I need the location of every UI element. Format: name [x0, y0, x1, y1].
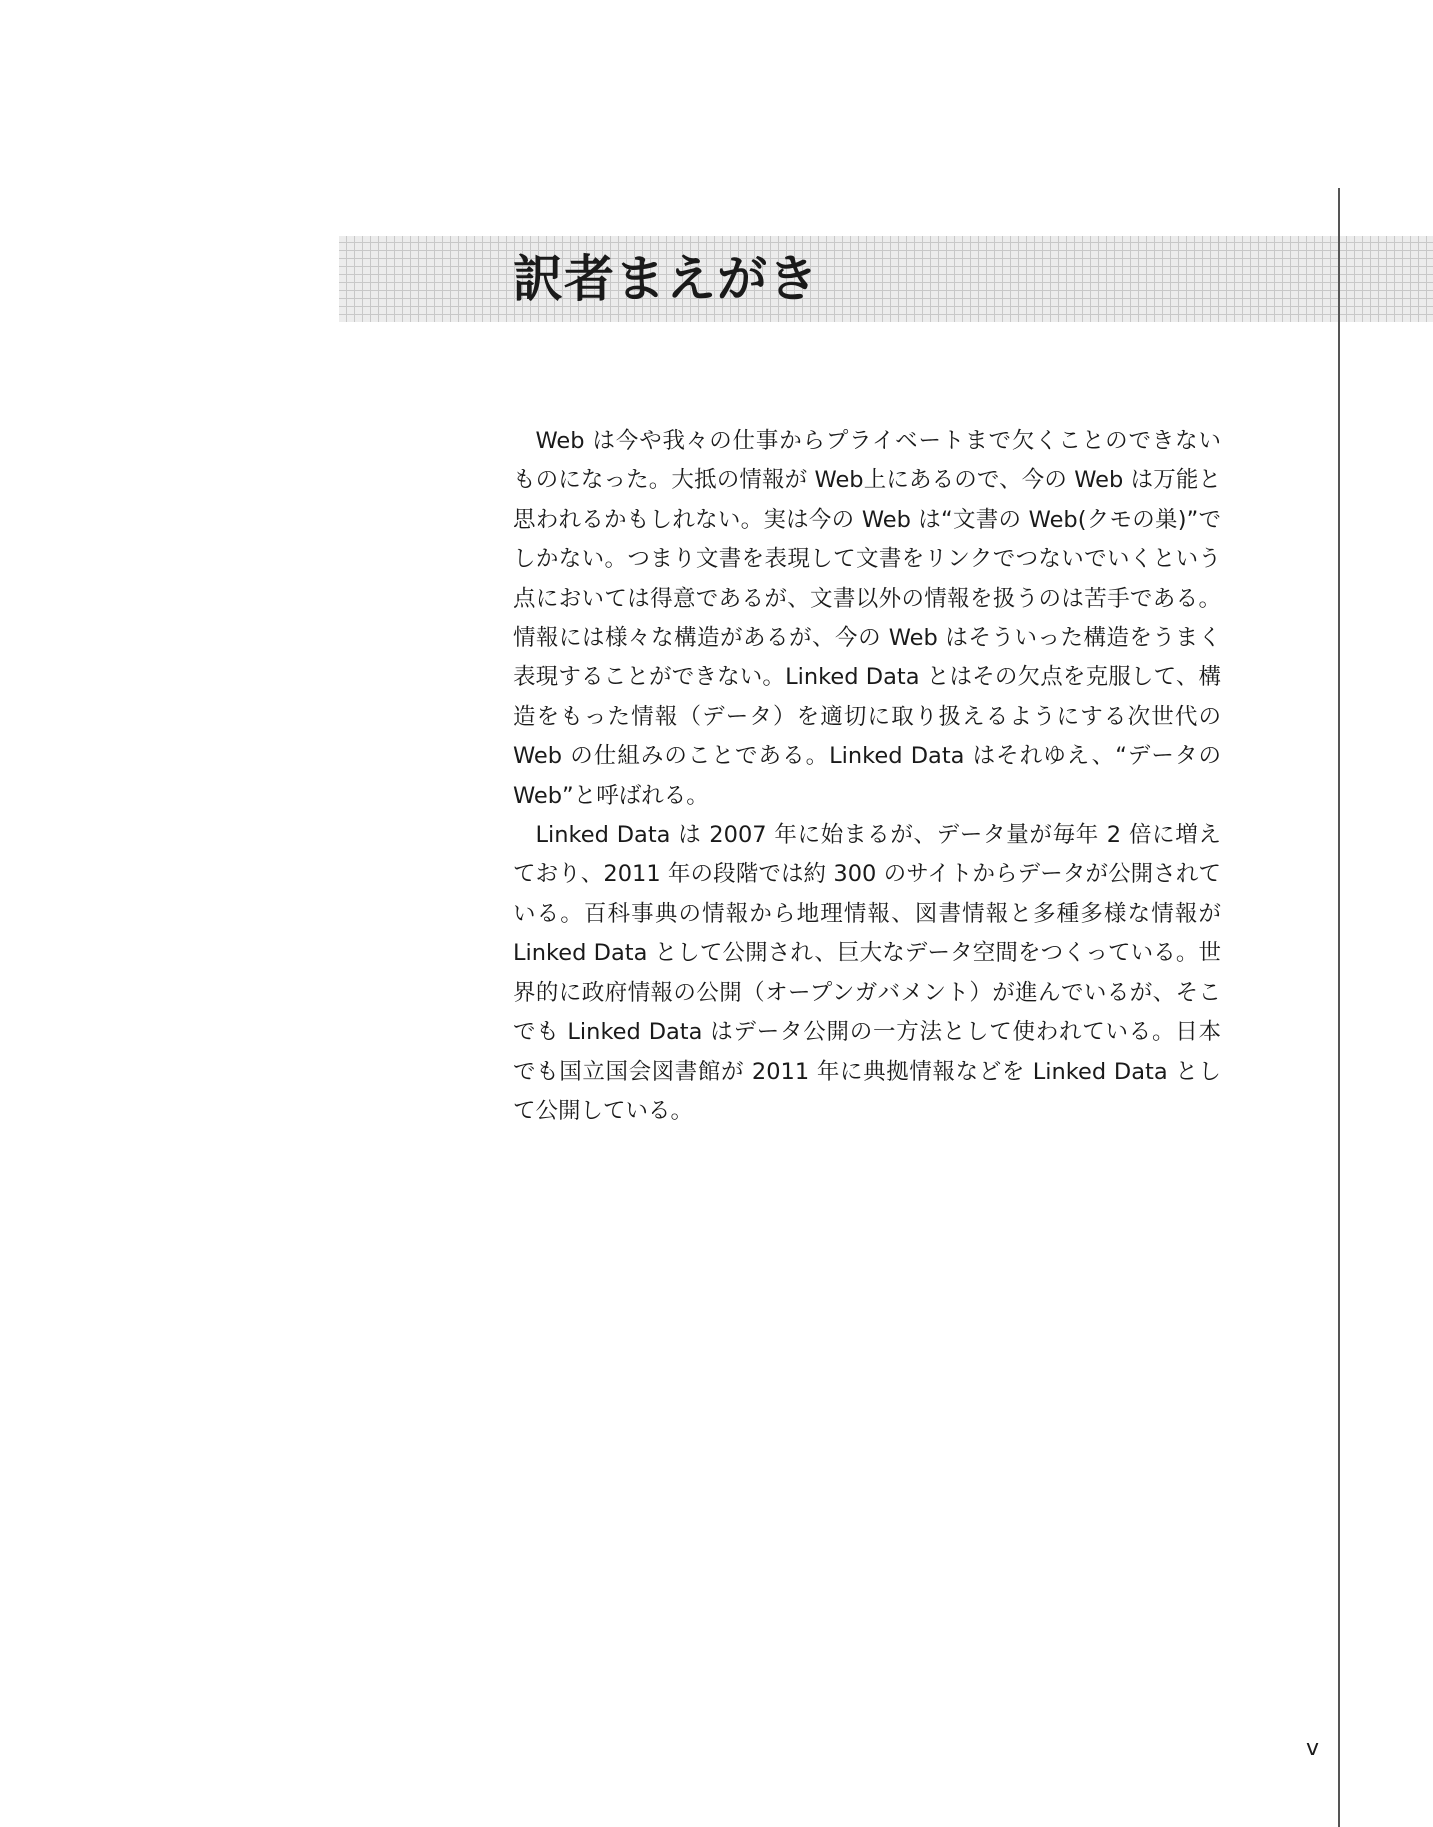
paragraph-1: Web は今や我々の仕事からプライベートまで欠くことのできないものになった。大抵の情報が Web上にあるので、今の Web は万能と思われるかもしれない。実は今の Web は“文書の Web(クモの巣)”でしかない。つまり文書を表現して文書をリンクでつないでいくという点においては得意であるが、文書以外の情報を扱うのは苦手である。情報には様々な構造があるが、今の Web はそういった構造をうまく表現することができない。Linked Data とはその欠点を克服して、構造をもった情報（データ）を適切に取り扱えるようにする次世代の Web の仕組みのことである。Linked Data はそれゆえ、“データの Web”と呼ばれる。: [513, 428, 1221, 809]
paragraph-2: Linked Data は 2007 年に始まるが、データ量が毎年 2 倍に増えており、2011 年の段階では約 300 のサイトからデータが公開されている。百科事典の情報から地理情報、図書情報と多種多様な情報が Linked Data として公開され、巨大なデータ空間をつくっている。世界的に政府情報の公開（オープンガバメント）が進んでいるが、そこでも Linked Data はデータ公開の一方法として使われている。日本でも国立国会図書館が 2011 年に典拠情報などを Linked Data として公開している。: [513, 822, 1221, 1124]
chapter-title: 訳者まえがき: [513, 250, 819, 308]
title-grid-band: [339, 236, 1433, 322]
page-number: v: [1306, 1736, 1320, 1761]
page-edge-rule: [1338, 188, 1340, 1827]
body-text: [513, 422, 1221, 1131]
